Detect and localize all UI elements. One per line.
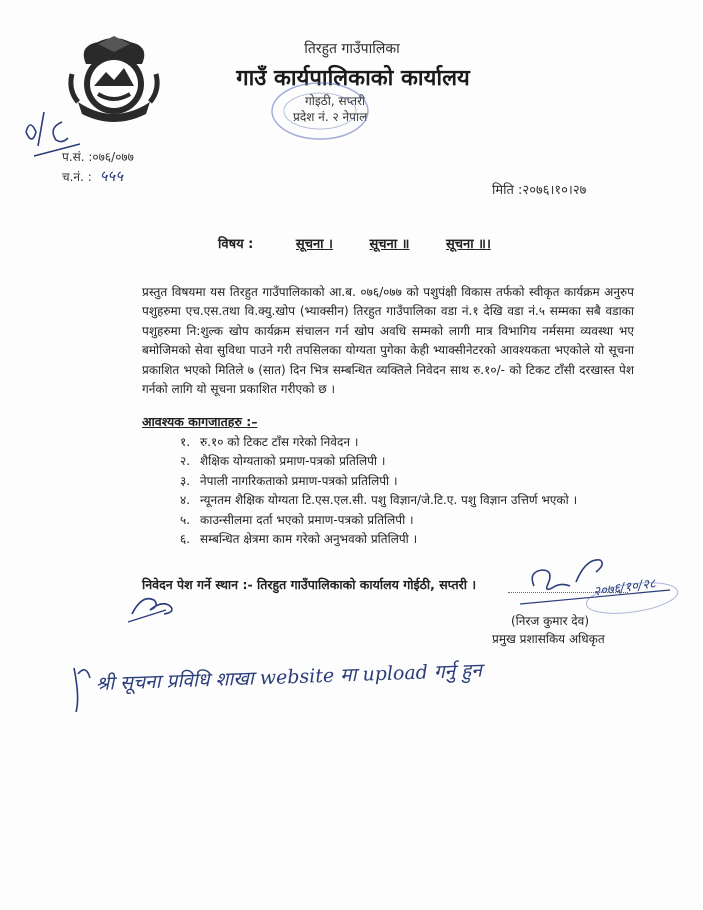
list-item: २. शैक्षिक योग्यताको प्रमाण-पत्रको प्रतिलिपी । (180, 454, 386, 469)
office-stamp (268, 78, 372, 144)
municipality-name: तिरहुत गाउँपालिका (304, 41, 400, 57)
subject-line (218, 234, 523, 252)
list-item: ५. काउन्सीलमा दर्ता भएको प्रमाण-पत्रको प्रतिलिपी । (180, 512, 414, 527)
subject-label: विषय : (218, 237, 254, 252)
letter-date: मिति :२०७६।१०।२७ (492, 183, 587, 198)
subject-item: सूचना ॥ (369, 237, 410, 252)
list-item: ४. न्यूनतम शैक्षिक योग्यता टि.एस.एल.सी. पशु विज्ञान/जे.टि.ए. पशु विज्ञान उत्तिर्ण भएको । (180, 493, 578, 508)
list-item: ६. सम्बन्धित क्षेत्रमा काम गरेको अनुभवको प्रतिलिपी । (180, 532, 418, 547)
initials-signature (126, 588, 190, 624)
requirements-list (180, 433, 630, 549)
dispatch-number: च.नं. : ५५५ (62, 167, 124, 185)
subject-item: सूचना । (295, 237, 333, 252)
signature-line (508, 592, 628, 593)
reference-number: प.सं. :०७६/०७७ (62, 150, 134, 164)
list-item: ३. नेपाली नागरिकताको प्रमाण-पत्रको प्रतिलिपी । (180, 473, 398, 488)
officer-name: (निरज कुमार देव) (511, 614, 590, 628)
svg-text:२०७६/१०/२८: २०७६/१०/२८ (592, 576, 657, 600)
requirements-heading: आवश्यक कागजातहरु :– (142, 414, 258, 429)
office-province: प्रदेश नं. २ नेपाल (293, 110, 368, 124)
list-item: १. रु.१० को टिकट टाँस गरेको निवेदन । (180, 435, 359, 449)
notice-body: प्रस्तुत विषयमा यस तिरहुत गाउँपालिकाको आ.ब. ०७६/०७७ को पशुपंक्षी विकास तर्फको स्वीकृत कार्यक्रम अनुरुप पशुहरुमा एच.एस.तथा वि.क्यु.खोप (भ्याक्सीन) तिरहुत गाउँपालिका वडा नं.१ देखि वडा नं.५ सम्मका सबै वडाका पशुहरुमा नि:शुल्क खोप कार्यक्रम संचालन गर्न खोप अवधि सम्मको लागी मात्र विभागिय नर्मसमा व्यवस्था भए बमोजिमको सेवा सुविधा पाउने गरी तपसिलका योग्यता पुगेका केही भ्याक्सीनेटरको आवश्यकता भएकोले यो सूचना प्रकाशित भएको मितिले ७ (सात) दिन भित्र सम्बन्धित व्यक्तिले निवेदन साथ रु.१०/- को टिकट टाँसी दरखास्त पेश गर्नको लागि यो सूचना प्रकाशित गरीएको छ । (142, 285, 634, 397)
office-location: गोइठी, सप्तरी (305, 94, 366, 108)
handwritten-instruction (70, 654, 590, 718)
application-venue: निवेदन पेश गर्ने स्थान :- तिरहुत गाउँपालिकाको कार्यालय गोईठी, सप्तरी । (142, 577, 477, 592)
subject-item: सूचना ॥। (446, 237, 491, 252)
office-title: गाउँ कार्यपालिकाको कार्यालय (236, 66, 470, 91)
svg-text:श्री सूचना प्रविधि शाखा websit: श्री सूचना प्रविधि शाखा website मा upload गर्नु हुन (95, 659, 483, 695)
officer-title: प्रमुख प्रशासकिय अधिकृत (492, 632, 605, 646)
